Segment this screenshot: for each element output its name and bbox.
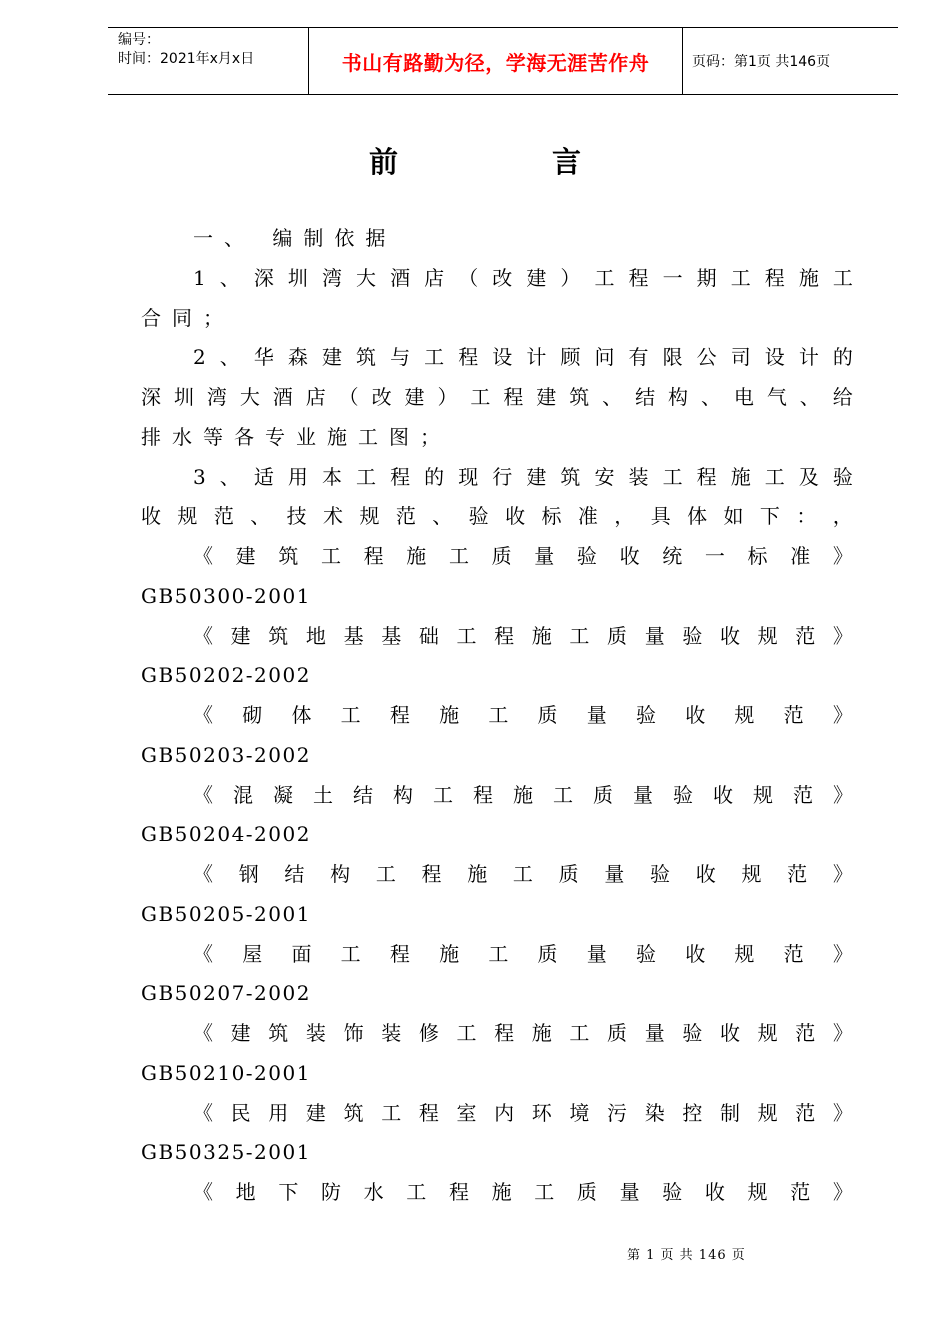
body-line: 《 民 用 建 筑 工 程 室 内 环 境 污 染 控 制 规 范 》 [193, 1100, 853, 1125]
page-info: 页码：第1页 共146页 [692, 54, 831, 70]
page-title: 前 言 [368, 145, 654, 179]
standard-code-line: GB50204-2002 [141, 822, 311, 847]
document-header [108, 27, 898, 95]
body-line: 3 、 适 用 本 工 程 的 现 行 建 筑 安 装 工 程 施 工 及 验 [193, 464, 853, 489]
serial-number-label: 编号： [118, 32, 160, 48]
body-line: 《 建 筑 地 基 基 础 工 程 施 工 质 量 验 收 规 范 》 [193, 623, 853, 648]
standard-code-line: GB50325-2001 [141, 1140, 311, 1165]
standard-code-line: GB50202-2002 [141, 663, 311, 688]
body-line: 2 、 华 森 建 筑 与 工 程 设 计 顾 问 有 限 公 司 设 计 的 [193, 345, 853, 370]
body-line: 收 规 范 、 技 术 规 范 、 验 收 标 准 ， 具 体 如 下 ： ， [141, 504, 853, 529]
body-line: 排水等各专业施工图； [141, 424, 451, 449]
body-line: 1 、 深 圳 湾 大 酒 店 （ 改 建 ） 工 程 一 期 工 程 施 工 [193, 265, 853, 290]
body-line: 《 砌 体 工 程 施 工 质 量 验 收 规 范 》 [193, 703, 853, 727]
body-line: 《 混 凝 土 结 构 工 程 施 工 质 量 验 收 规 范 》 [193, 782, 853, 807]
header-meta-cell [108, 28, 309, 94]
body-line: 一、 编制依据 [193, 226, 397, 250]
body-line: 深 圳 湾 大 酒 店 （ 改 建 ） 工 程 建 筑 、 结 构 、 电 气 、 给 [141, 385, 853, 409]
motto-banner: 书山有路勤为径，学海无涯苦作舟 [309, 28, 683, 94]
standard-code-line: GB50207-2002 [141, 981, 311, 1006]
body-line: 《 地 下 防 水 工 程 施 工 质 量 验 收 规 范 》 [193, 1180, 853, 1204]
date-label: 时间：2021年x月x日 [118, 51, 255, 67]
body-line: 《 屋 面 工 程 施 工 质 量 验 收 规 范 》 [193, 941, 853, 966]
body-line: 《 建 筑 装 饰 装 修 工 程 施 工 质 量 验 收 规 范 》 [193, 1021, 853, 1045]
standard-code-line: GB50210-2001 [141, 1060, 311, 1085]
standard-code-line: GB50300-2001 [141, 583, 311, 608]
body-line: 合同； [141, 305, 234, 330]
page-footer: 第 1 页 共 146 页 [627, 1248, 746, 1263]
standard-code-line: GB50203-2002 [141, 742, 311, 767]
body-line: 《 钢 结 构 工 程 施 工 质 量 验 收 规 范 》 [193, 862, 853, 886]
body-line: 《 建 筑 工 程 施 工 质 量 验 收 统 一 标 准 》 [193, 544, 853, 568]
standard-code-line: GB50205-2001 [141, 901, 311, 926]
